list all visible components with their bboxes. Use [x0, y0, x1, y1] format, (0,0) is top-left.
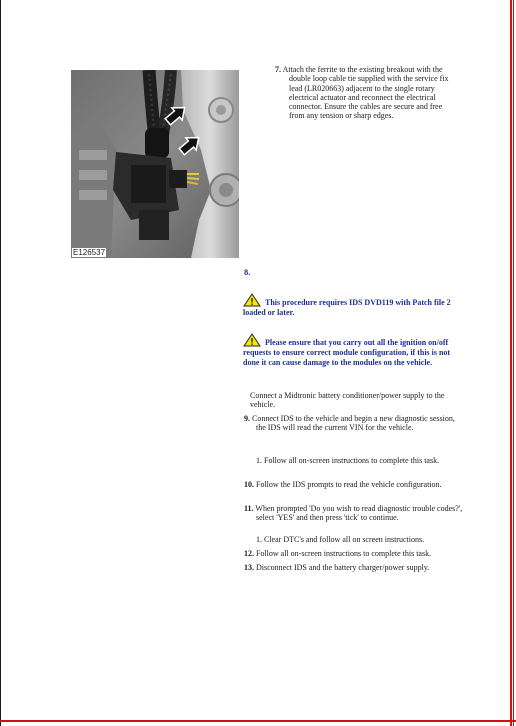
step-10-number: 10. — [244, 480, 254, 489]
step-9-text: Connect IDS to the vehicle and begin a new diagnostic session, the IDS will read the current VIN for the vehicle. — [252, 414, 455, 433]
step-13 — [244, 563, 466, 572]
page-border-right — [510, 0, 512, 726]
page-border-right-inner — [513, 0, 514, 726]
warning-ids-dvd — [243, 293, 459, 318]
step-7 — [275, 65, 457, 121]
step-9 — [244, 414, 466, 433]
step-11-text: When prompted 'Do you wish to read diagnostic trouble codes?', select 'YES' and then press 'tick' to continue. — [255, 504, 463, 523]
step-13-number: 13. — [244, 563, 254, 572]
step-10 — [244, 480, 466, 489]
step-13-text: Disconnect IDS and the battery charger/power supply. — [256, 563, 430, 572]
warning-ignition-text: Please ensure that you carry out all the ignition on/off requests to ensure correct module configuration, if this is not done it can cause damage to the modules on the vehicle. — [243, 338, 451, 367]
warning-ids-dvd-text: This procedure requires IDS DVD119 with Patch file 2 loaded or later. — [243, 298, 451, 317]
step-8-number: 8. — [244, 267, 251, 277]
warning-triangle-icon — [243, 293, 261, 307]
step-12-text: Follow all on-screen instructions to complete this task. — [256, 549, 432, 558]
step-11 — [244, 504, 466, 523]
step-11-number: 11. — [244, 504, 254, 513]
step-10-text: Follow the IDS prompts to read the vehicle configuration. — [256, 480, 442, 489]
step-9-number: 9. — [244, 414, 250, 423]
page-border-bottom — [0, 720, 516, 722]
page-border-left — [0, 0, 1, 726]
image-reference-label: E126537 — [73, 248, 106, 257]
step-7-text: Attach the ferrite to the existing breakout with the double loop cable tie supplied with the service fix lead (LR020663) adjacent to the single rotary electrical actuator and reconnect the electrical connector. Ensure the cables are secure and free from any tension or sharp edges. — [282, 65, 449, 121]
step-12 — [244, 549, 466, 558]
step-12-number: 12. — [244, 549, 254, 558]
warning-ignition — [243, 333, 459, 368]
step-9-substep: 1. Follow all on-screen instructions to complete this task. — [256, 456, 440, 465]
engine-actuator-photo — [71, 70, 239, 258]
step-7-number: 7. — [275, 65, 281, 74]
step-11-substep: 1. Clear DTC's and follow all on screen instructions. — [256, 535, 425, 544]
warning-triangle-icon — [243, 333, 261, 347]
connect-battery-text: Connect a Midtronic battery conditioner/power supply to the vehicle. — [250, 391, 445, 410]
